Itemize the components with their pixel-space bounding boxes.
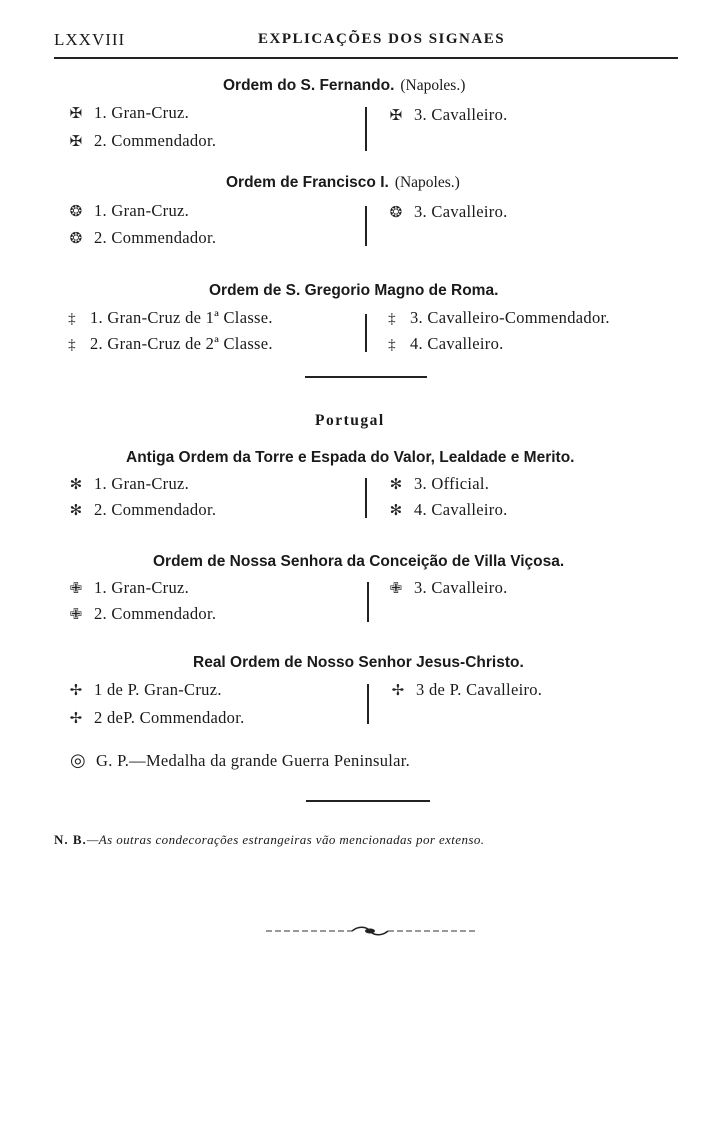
section-location: (Napoles.) (394, 174, 460, 191)
cross-icon: ✠ (69, 106, 83, 122)
list-item: ✙ 1. Gran-Cruz. (64, 578, 189, 598)
list-item: ✻ 1. Gran-Cruz. (64, 474, 189, 494)
double-dagger-icon: ‡ (68, 311, 76, 327)
column-divider (365, 107, 367, 151)
cross-icon: ✠ (69, 134, 83, 150)
double-dagger-icon: ‡ (388, 337, 396, 353)
section-rule (306, 800, 430, 802)
crown-cross-icon: ✙ (69, 607, 83, 623)
list-item: ❂ 2. Commendador. (64, 228, 216, 248)
christ-cross-icon: ✢ (69, 711, 83, 727)
medal-icon: ❂ (69, 204, 83, 220)
list-item: ‡ 1. Gran-Cruz de 1ª Classe. (60, 308, 273, 328)
running-header (54, 30, 676, 52)
cross-icon: ✠ (389, 108, 403, 124)
list-item: ✻ 4. Cavalleiro. (384, 500, 508, 520)
section-location: (Napoles.) (400, 77, 466, 94)
section-title-fernando: Ordem do S. Fernando. (Napoles.) (223, 77, 466, 94)
section-title-cristo: Real Ordem de Nosso Senhor Jesus-Christo. (193, 654, 524, 671)
column-divider (365, 478, 367, 518)
double-dagger-icon: ‡ (388, 311, 396, 327)
crown-cross-icon: ✙ (389, 581, 403, 597)
double-dagger-icon: ‡ (68, 337, 76, 353)
country-heading: Portugal (315, 412, 385, 429)
column-divider (365, 314, 367, 352)
section-title-torre: Antiga Ordem da Torre e Espada do Valor, Lealdade e Merito. (126, 449, 575, 466)
column-divider (365, 206, 367, 246)
section-title-conceicao: Ordem de Nossa Senhora da Conceição de Villa Viçosa. (153, 553, 565, 570)
footnote-text: —As outras condecorações estrangeiras vão mencionadas por extenso. (86, 832, 485, 847)
list-item: ‡ 2. Gran-Cruz de 2ª Classe. (60, 334, 273, 354)
medal-icon: ❂ (69, 231, 83, 247)
section-title-gregorio: Ordem de S. Gregorio Magno de Roma. (209, 282, 499, 299)
header-rule (54, 57, 678, 59)
list-item: ✙ 2. Commendador. (64, 604, 216, 624)
list-item: ✙ 3. Cavalleiro. (384, 578, 508, 598)
column-divider (367, 684, 369, 724)
footnote-label: N. B. (54, 832, 87, 847)
list-item: ✻ 3. Official. (384, 474, 489, 494)
running-title: EXPLICAÇÕES DOS SIGNAES (258, 31, 506, 47)
christ-cross-icon: ✢ (69, 683, 83, 699)
list-item: ✠ 1. Gran-Cruz. (64, 103, 189, 123)
list-item: ‡ 4. Cavalleiro. (380, 334, 504, 354)
column-divider (367, 582, 369, 622)
section-rule (305, 376, 427, 378)
list-item: ✢ 1 de P. Gran-Cruz. (64, 680, 222, 700)
list-item: ✢ 3 de P. Cavalleiro. (386, 680, 542, 700)
list-item: ◎ G. P.—Medalha da grande Guerra Peninsular. (66, 750, 410, 771)
list-item: ✠ 3. Cavalleiro. (384, 105, 508, 125)
star-icon: ✻ (69, 477, 83, 493)
list-item: ✢ 2 deP. Commendador. (64, 708, 245, 728)
list-item: ‡ 3. Cavalleiro-Commendador. (380, 308, 610, 328)
star-icon: ✻ (389, 477, 403, 493)
list-item: ❂ 3. Cavalleiro. (384, 202, 508, 222)
list-item: ❂ 1. Gran-Cruz. (64, 201, 189, 221)
star-icon: ✻ (389, 503, 403, 519)
crown-cross-icon: ✙ (69, 581, 83, 597)
star-icon: ✻ (69, 503, 83, 519)
circle-medal-icon: ◎ (69, 750, 86, 770)
christ-cross-icon: ✢ (391, 683, 405, 699)
medal-icon: ❂ (389, 205, 403, 221)
list-item: ✻ 2. Commendador. (64, 500, 216, 520)
ornament-divider (266, 923, 476, 939)
section-title-francisco: Ordem de Francisco I. (Napoles.) (226, 174, 460, 191)
page-number: LXXVIII (54, 30, 126, 49)
list-item: ✠ 2. Commendador. (64, 131, 216, 151)
footnote (54, 832, 484, 848)
